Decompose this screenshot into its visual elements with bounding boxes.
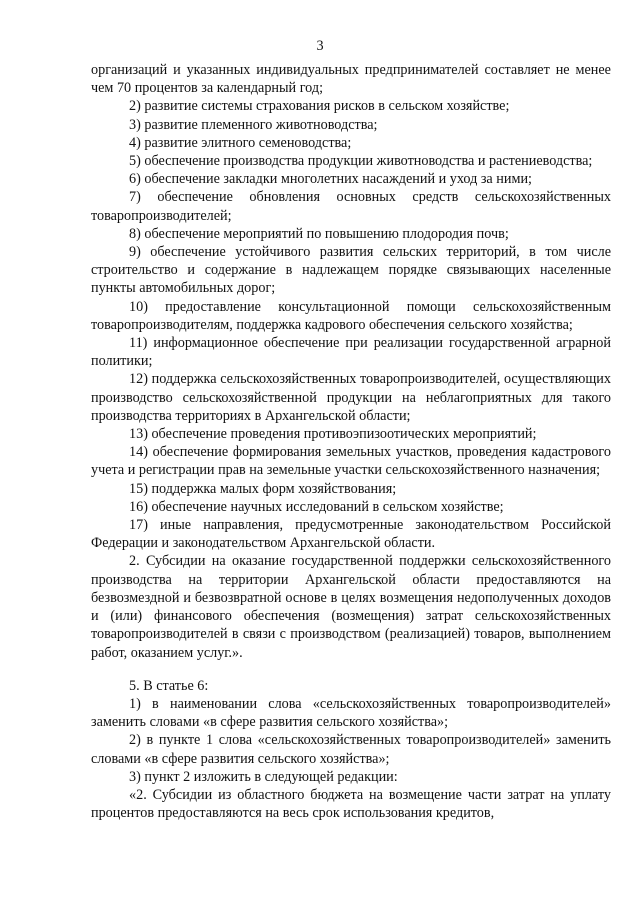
paragraph: 7) обеспечение обновления основных средств сельскохозяйственных товаропроизводителей; bbox=[91, 189, 611, 224]
page-number: 3 bbox=[316, 38, 324, 54]
paragraph: 15) поддержка малых форм хозяйствования; bbox=[129, 480, 397, 497]
paragraph: 2. Субсидии на оказание государственной поддержки сельскохозяйственного производства на территории Архангельской области предоставляются на безвозмездной и безвозвратной основе в целях возмещения недополученных доходов и (или) финансового обеспечения (возмещения) затрат сельскохозяйственных товаропроизводителей в связи с производством (реализацией) товаров, выполнением работ, оказанием услуг.». bbox=[91, 553, 611, 661]
paragraph-gap bbox=[91, 662, 611, 677]
paragraph: 8) обеспечение мероприятий по повышению плодородия почв; bbox=[129, 225, 509, 242]
section-article-6 bbox=[91, 677, 611, 823]
paragraph: 2) в пункте 1 слова «сельскохозяйственных товаропроизводителей» заменить словами «в сфере развития сельского хозяйства»; bbox=[91, 732, 611, 767]
paragraph: 3) пункт 2 изложить в следующей редакции: bbox=[129, 768, 398, 785]
paragraph: 4) развитие элитного семеноводства; bbox=[129, 134, 352, 151]
document-body bbox=[91, 61, 611, 822]
paragraph: 6) обеспечение закладки многолетних насаждений и уход за ними; bbox=[129, 171, 532, 188]
paragraph: 3) развитие племенного животноводства; bbox=[129, 116, 378, 133]
paragraph: 13) обеспечение проведения противоэпизоотических мероприятий; bbox=[129, 426, 537, 443]
section-main bbox=[91, 61, 611, 662]
paragraph: 9) обеспечение устойчивого развития сельских территорий, в том числе строительство и содержание в надлежащем порядке связывающих населенные пункты автомобильных дорог; bbox=[91, 244, 611, 297]
paragraph: 10) предоставление консультационной помощи сельскохозяйственным товаропроизводителям, поддержка кадрового обеспечения сельского хозяйства; bbox=[91, 298, 611, 333]
paragraph: 5) обеспечение производства продукции животноводства и растениеводства; bbox=[129, 153, 593, 170]
paragraph: 11) информационное обеспечение при реализации государственной аграрной политики; bbox=[91, 335, 611, 370]
paragraph: «2. Субсидии из областного бюджета на возмещение части затрат на уплату процентов предоставляются на весь срок использования кредитов, bbox=[91, 786, 611, 822]
paragraph: 1) в наименовании слова «сельскохозяйственных товаропроизводителей» заменить словами «в сфере развития сельского хозяйства»; bbox=[91, 695, 611, 731]
paragraph: 5. В статье 6: bbox=[129, 677, 209, 694]
paragraph: 12) поддержка сельскохозяйственных товаропроизводителей, осуществляющих производство сельскохозяйственной продукции на неблагоприятных для такого производства территориях в Архангельской области; bbox=[91, 371, 611, 424]
paragraph: 14) обеспечение формирования земельных участков, проведения кадастрового учета и регистрации прав на земельные участки сельскохозяйственного назначения; bbox=[91, 444, 611, 479]
paragraph: 17) иные направления, предусмотренные законодательством Российской Федерации и законодательством Архангельской области. bbox=[91, 517, 611, 552]
paragraph: организаций и указанных индивидуальных предпринимателей составляет не менее чем 70 процентов за календарный год; bbox=[91, 62, 611, 97]
paragraph: 16) обеспечение научных исследований в сельском хозяйстве; bbox=[129, 498, 504, 515]
paragraph: 2) развитие системы страхования рисков в сельском хозяйстве; bbox=[129, 98, 510, 115]
